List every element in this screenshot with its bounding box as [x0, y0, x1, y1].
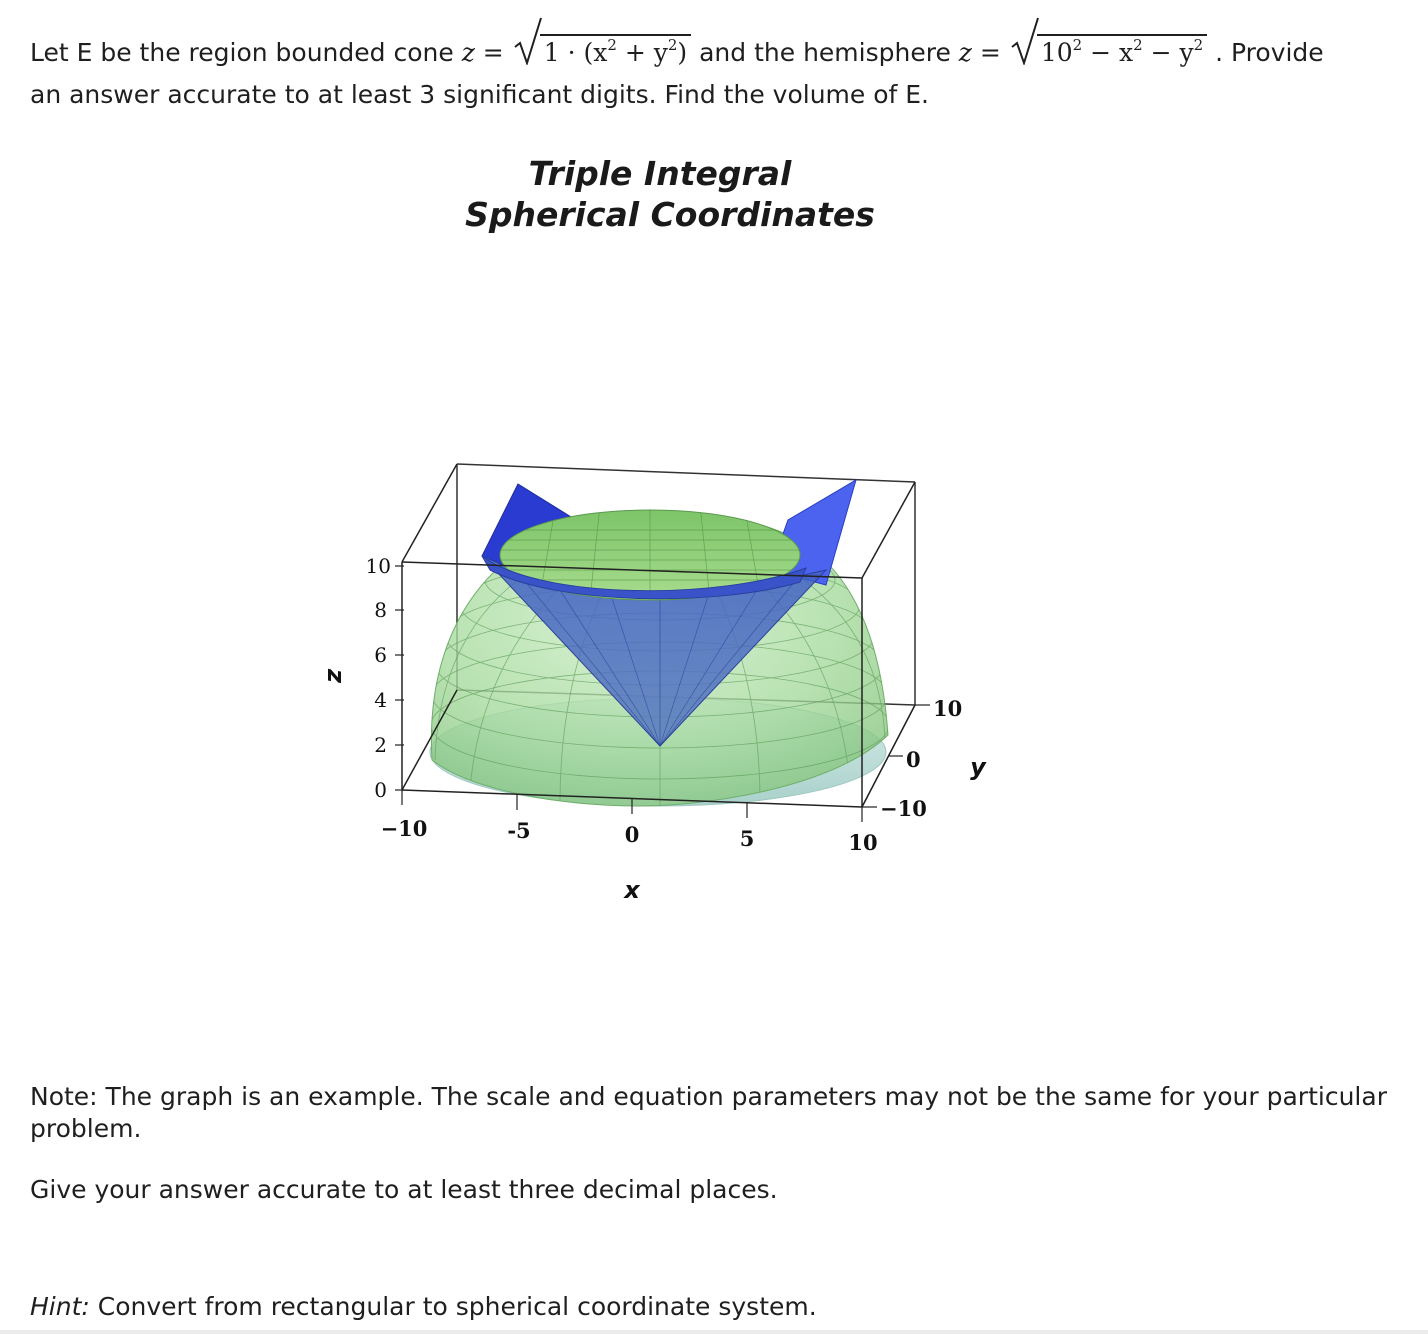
hemisphere-radicand: $10^2 - x^2 - y^2$	[1037, 34, 1207, 67]
y-axis-label: y	[970, 753, 986, 781]
hint-text: Convert from rectangular to spherical coordinate system.	[89, 1292, 817, 1321]
z-tick-8: 8	[374, 598, 387, 622]
z-tick-0: 0	[374, 778, 387, 802]
problem-line-2: an answer accurate to at least 3 significant digits. Find the volume of E.	[30, 80, 929, 109]
figure-title-line-2: Spherical Coordinates	[465, 195, 875, 234]
x-tick-10: 10	[848, 830, 878, 855]
problem-text-intro: Let E be the region bounded cone	[30, 38, 454, 67]
z-tick-4: 4	[374, 688, 387, 712]
x-tick-neg5: -5	[507, 818, 531, 843]
figure-title-line-1: Triple Integral	[528, 154, 792, 193]
y-tick-10: 10	[933, 696, 963, 721]
hint-label: Hint:	[30, 1292, 90, 1321]
x-tick-neg10: −10	[380, 816, 428, 841]
z-axis-label: z	[322, 669, 350, 683]
problem-text-and: and the hemisphere	[699, 38, 951, 67]
problem-text-provide: . Provide	[1215, 38, 1324, 67]
bottom-divider	[0, 1330, 1428, 1334]
z-tick-2: 2	[374, 733, 387, 757]
x-tick-5: 5	[739, 826, 755, 851]
cone-radicand: $1 \cdot (x^2 + y^2)$	[540, 34, 691, 67]
z-tick-10: 10	[365, 554, 391, 578]
x-axis-tick-labels	[381, 816, 878, 855]
y-axis-tick-labels	[880, 696, 962, 821]
x-tick-0: 0	[624, 822, 640, 847]
answer-instruction: Give your answer accurate to at least three decimal places.	[30, 1175, 778, 1204]
y-tick-0: 0	[906, 747, 921, 772]
hemisphere-lhs: z =	[958, 38, 1001, 67]
cone-lhs: z =	[461, 38, 504, 67]
z-axis-tick-labels	[366, 554, 391, 802]
note-line-2: problem.	[30, 1114, 142, 1143]
hint	[30, 1292, 817, 1321]
note-line-1: Note: The graph is an example. The scale and equation parameters may not be the same for your particular	[30, 1082, 1387, 1111]
x-axis-label: x	[624, 876, 640, 904]
z-tick-6: 6	[374, 643, 387, 667]
y-tick-neg10: −10	[880, 796, 927, 821]
